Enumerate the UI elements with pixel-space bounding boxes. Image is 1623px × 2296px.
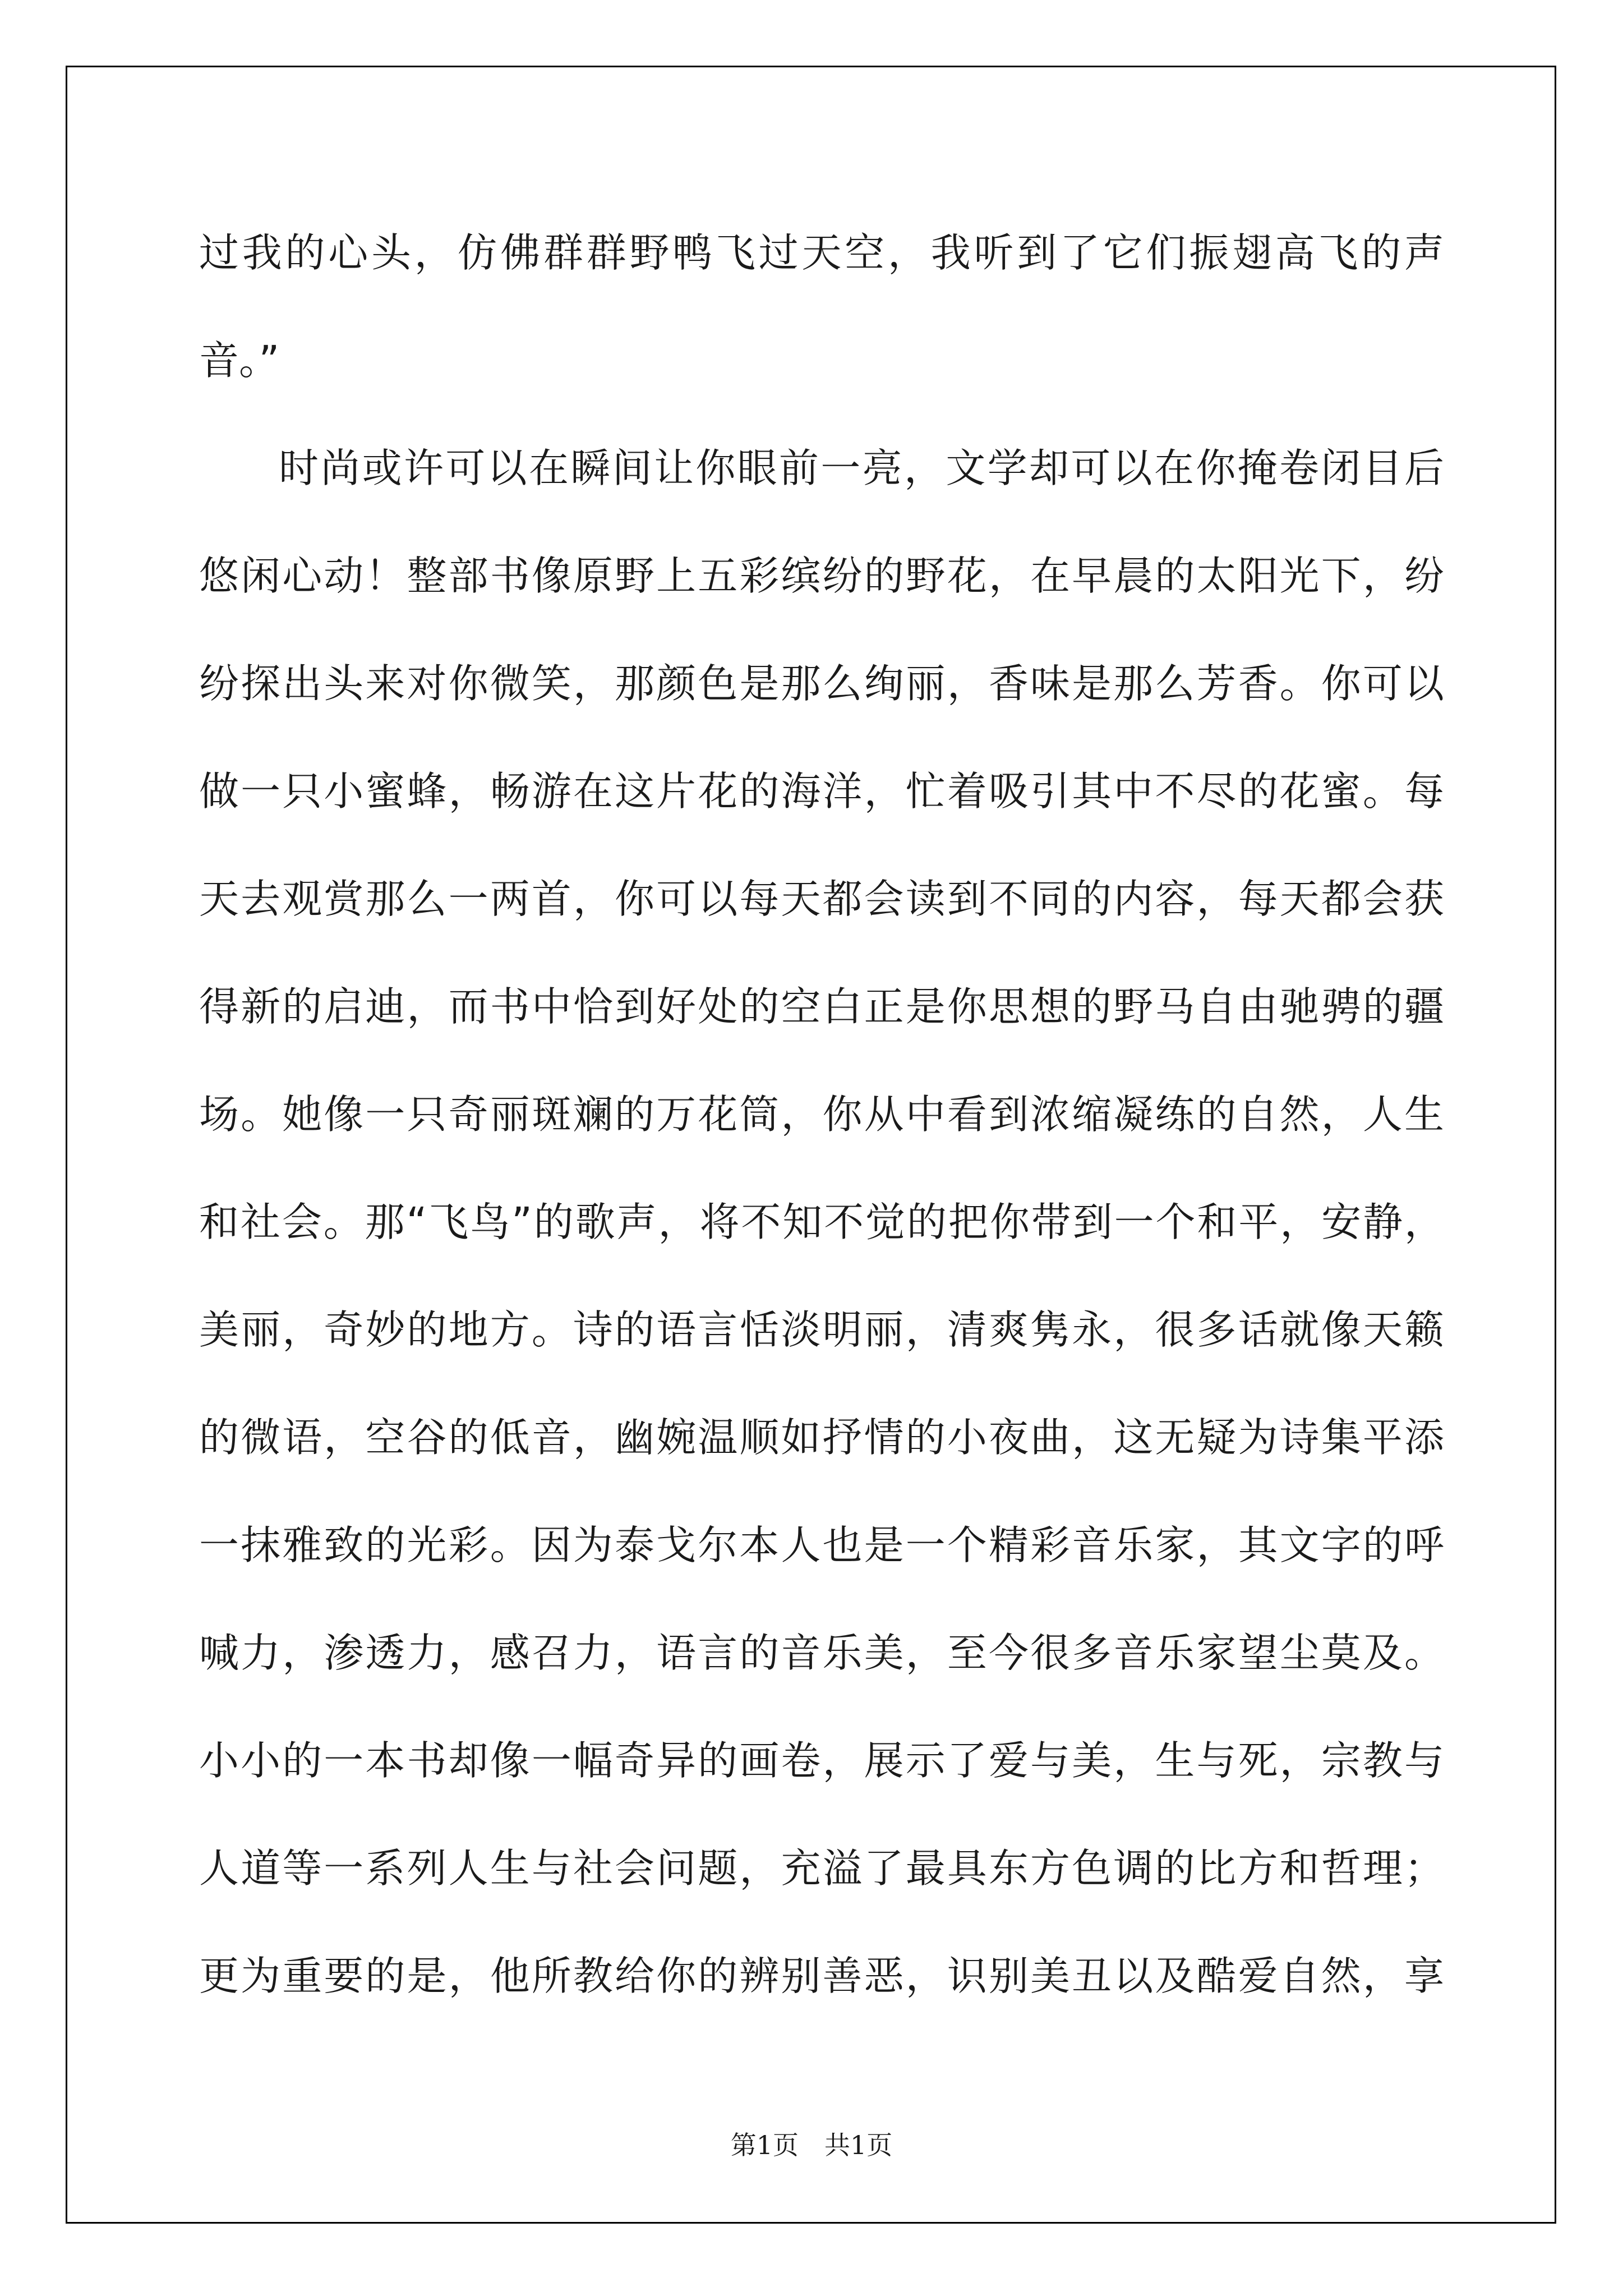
text-line: 更为重要的是，他所教给你的辨别善恶，识别美丑以及酷爱自然，享	[199, 1953, 1444, 1999]
document-body	[199, 199, 1444, 2030]
page-footer	[0, 2125, 1623, 2162]
text-line: 的微语，空谷的低音，幽婉温顺如抒情的小夜曲，这无疑为诗集平添	[199, 1414, 1444, 1461]
text-line: 时尚或许可以在瞬间让你眼前一亮，文学却可以在你掩卷闭目后	[279, 445, 1444, 491]
text-line: 过我的心头，仿佛群群野鸭飞过天空，我听到了它们振翅高飞的声	[199, 229, 1444, 276]
text-line: 天去观赏那么一两首，你可以每天都会读到不同的内容，每天都会获	[199, 876, 1444, 922]
text-line: 做一只小蜜蜂，畅游在这片花的海洋，忙着吸引其中不尽的花蜜。每	[199, 768, 1444, 815]
text-line: 音。”	[199, 337, 280, 384]
text-line: 喊力，渗透力，感召力，语言的音乐美，至今很多音乐家望尘莫及。	[199, 1630, 1444, 1676]
text-line: 美丽，奇妙的地方。诗的语言恬淡明丽，清爽隽永，很多话就像天籁	[199, 1306, 1444, 1353]
page-number-total: 共1页	[824, 2130, 893, 2160]
text-line: 得新的启迪，而书中恰到好处的空白正是你思想的野马自由驰骋的疆	[199, 983, 1444, 1030]
text-line: 纷探出头来对你微笑，那颜色是那么绚丽，香味是那么芳香。你可以	[199, 660, 1444, 707]
text-line: 小小的一本书却像一幅奇异的画卷，展示了爱与美，生与死，宗教与	[199, 1737, 1444, 1784]
text-line: 和社会。那“飞鸟”的歌声，将不知不觉的把你带到一个和平，安静，	[199, 1199, 1444, 1245]
page-number-current: 第1页	[730, 2130, 799, 2160]
text-line: 人道等一系列人生与社会问题，充溢了最具东方色调的比方和哲理；	[199, 1845, 1444, 1892]
text-line: 一抹雅致的光彩。因为泰戈尔本人也是一个精彩音乐家，其文字的呼	[199, 1522, 1444, 1568]
text-line: 场。她像一只奇丽斑斓的万花筒，你从中看到浓缩凝练的自然，人生	[199, 1091, 1444, 1138]
text-line: 悠闲心动！整部书像原野上五彩缤纷的野花，在早晨的太阳光下，纷	[199, 553, 1444, 599]
